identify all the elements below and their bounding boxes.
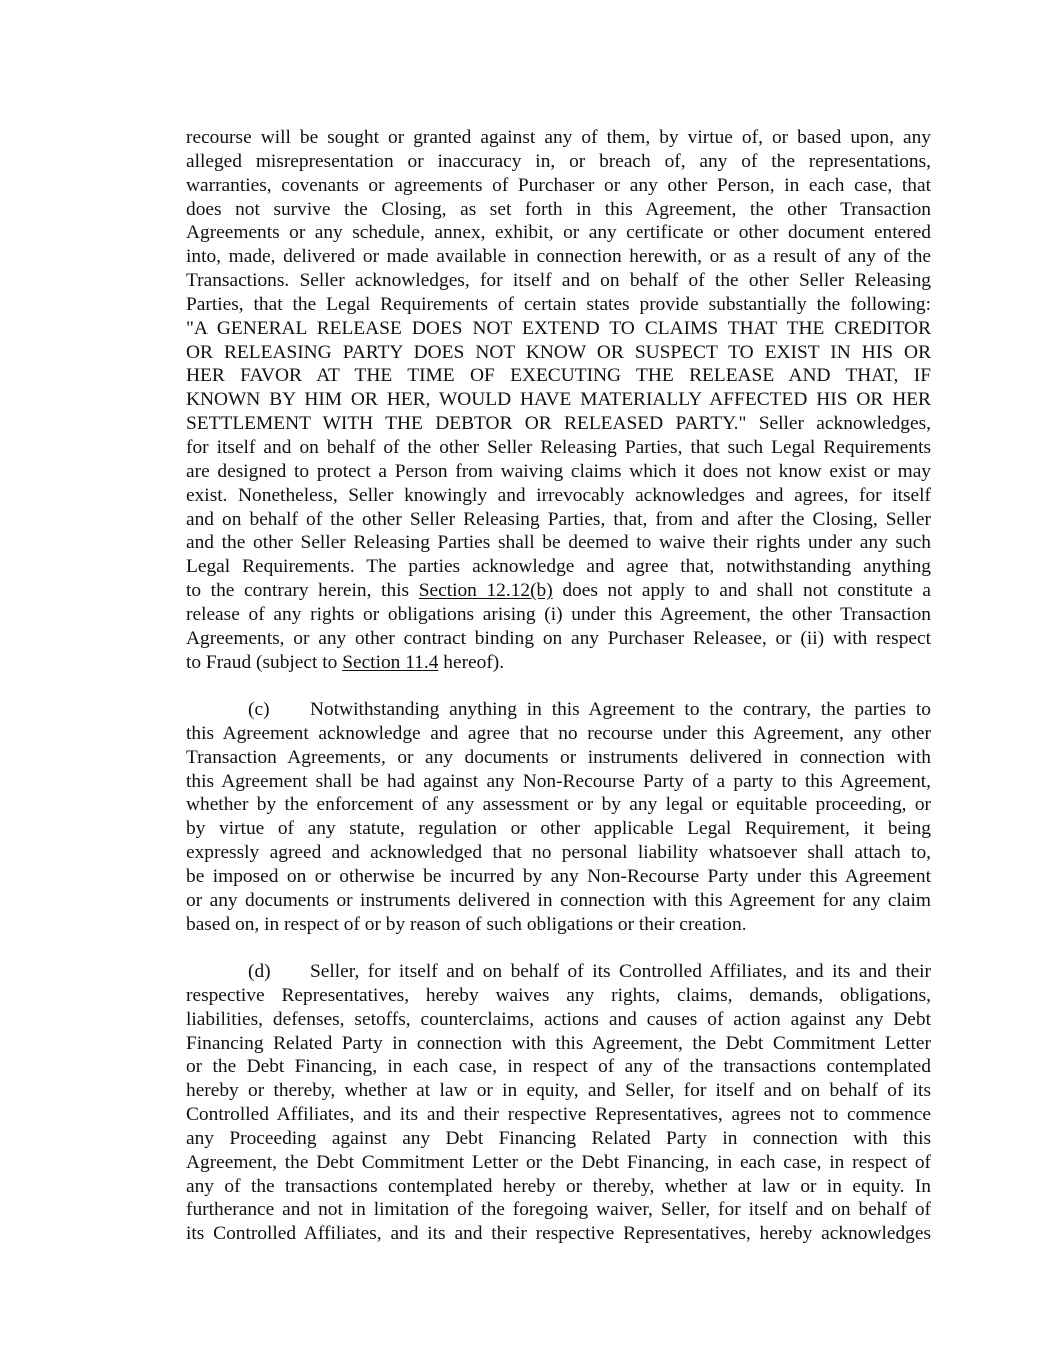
text-line: Transaction Agreements, or any documents or instruments delivered in connection with — [186, 746, 931, 768]
paragraph-spacer — [186, 936, 931, 960]
text-line: exist. Nonetheless, Seller knowingly and irrevocably acknowledges and agrees, for itself — [186, 484, 931, 506]
text-segment: Notwithstanding anything in this Agreement to the contrary, the parties to — [310, 699, 931, 720]
text-line: "A GENERAL RELEASE DOES NOT EXTEND TO CLAIMS THAT THE CREDITOR — [186, 317, 931, 339]
text-line: OR RELEASING PARTY DOES NOT KNOW OR SUSPECT TO EXIST IN HIS OR — [186, 341, 931, 363]
paragraph-b-continuation — [186, 126, 931, 674]
text-line: KNOWN BY HIM OR HER, WOULD HAVE MATERIALLY AFFECTED HIS OR HER — [186, 389, 931, 411]
text-line: its Controlled Affiliates, and its and their respective Representatives, hereby acknowledges — [186, 1223, 931, 1245]
paragraph-label-d: (d) — [248, 961, 271, 983]
section-12-12b-reference-link[interactable]: Section 12.12(b) — [418, 580, 553, 602]
text-line: Controlled Affiliates, and its and their respective Representatives, agrees not to commence — [186, 1104, 931, 1126]
text-line: Financing Related Party in connection with this Agreement, the Debt Commitment Letter — [186, 1032, 931, 1054]
text-line: does not survive the Closing, as set forth in this Agreement, the other Transaction — [186, 198, 931, 220]
text-line: and on behalf of the other Seller Releasing Parties, that, from and after the Closing, Seller — [186, 508, 931, 530]
document-page — [186, 126, 931, 1246]
section-11-4-reference-link[interactable]: Section 11.4 — [342, 651, 439, 673]
text-line: this Agreement acknowledge and agree that no recourse under this Agreement, any other — [186, 722, 931, 744]
text-segment: to the contrary herein, this — [186, 580, 419, 602]
text-line — [186, 579, 931, 603]
text-segment: to Fraud (subject to — [186, 651, 343, 673]
text-line: expressly agreed and acknowledged that no personal liability whatsoever shall attach to, — [186, 842, 931, 864]
text-line: hereby or thereby, whether at law or in equity, and Seller, for itself and on behalf of its — [186, 1080, 931, 1102]
text-line: are designed to protect a Person from waiving claims which it does not know exist or may — [186, 460, 931, 482]
text-line: Agreements or any schedule, annex, exhibit, or any certificate or other document entered — [186, 222, 931, 244]
text-line: Legal Requirements. The parties acknowledge and agree that, notwithstanding anything — [186, 556, 931, 578]
paragraph-d — [186, 960, 931, 1246]
text-line: Agreement, the Debt Commitment Letter or the Debt Financing, in each case, in respect of — [186, 1151, 931, 1173]
text-line: Transactions. Seller acknowledges, for itself and on behalf of the other Seller Releasing — [186, 270, 931, 292]
text-line: be imposed on or otherwise be incurred by any Non-Recourse Party under this Agreement — [186, 865, 931, 887]
text-line: into, made, delivered or made available in connection herewith, or as a result of any of the — [186, 246, 931, 268]
text-line — [186, 698, 931, 722]
text-line: warranties, covenants or agreements of Purchaser or any other Person, in each case, that — [186, 174, 931, 196]
paragraph-spacer — [186, 674, 931, 698]
paragraph-c — [186, 698, 931, 936]
text-line: SETTLEMENT WITH THE DEBTOR OR RELEASED PARTY." Seller acknowledges, — [186, 413, 931, 435]
text-line: liabilities, defenses, setoffs, counterclaims, actions and causes of action against any Debt — [186, 1008, 931, 1030]
text-line: and the other Seller Releasing Parties shall be deemed to waive their rights under any such — [186, 532, 931, 554]
text-line: Parties, that the Legal Requirements of certain states provide substantially the following: — [186, 293, 931, 315]
paragraph-label-c: (c) — [248, 699, 270, 720]
text-segment: Seller, for itself and on behalf of its Controlled Affiliates, and its and their — [310, 961, 931, 983]
text-line — [186, 960, 931, 984]
text-line: Agreements, or any other contract binding on any Purchaser Releasee, or (ii) with respect — [186, 627, 931, 649]
text-line: HER FAVOR AT THE TIME OF EXECUTING THE RELEASE AND THAT, IF — [186, 365, 931, 387]
text-line: release of any rights or obligations arising (i) under this Agreement, the other Transaction — [186, 603, 931, 625]
text-line: or any documents or instruments delivered in connection with this Agreement for any claim — [186, 889, 931, 911]
text-line: this Agreement shall be had against any Non-Recourse Party of a party to this Agreement, — [186, 770, 931, 792]
text-line: by virtue of any statute, regulation or other applicable Legal Requirement, it being — [186, 818, 931, 840]
text-segment: does not apply to and shall not constitute a — [552, 580, 932, 602]
text-line: respective Representatives, hereby waives any rights, claims, demands, obligations, — [186, 984, 931, 1006]
text-line: based on, in respect of or by reason of such obligations or their creation. — [186, 913, 747, 935]
text-line: or the Debt Financing, in each case, in respect of any of the transactions contemplated — [186, 1056, 931, 1078]
text-segment: hereof). — [438, 651, 505, 673]
text-line: for itself and on behalf of the other Seller Releasing Parties, that such Legal Requirements — [186, 436, 931, 458]
text-line: recourse will be sought or granted against any of them, by virtue of, or based upon, any — [186, 127, 931, 148]
text-line: any Proceeding against any Debt Financing Related Party in connection with this — [186, 1127, 931, 1149]
text-line — [186, 651, 931, 675]
text-line: any of the transactions contemplated hereby or thereby, whether at law or in equity. In — [186, 1175, 931, 1197]
text-line: alleged misrepresentation or inaccuracy in, or breach of, any of the representations, — [186, 150, 931, 172]
text-line: furtherance and not in limitation of the foregoing waiver, Seller, for itself and on behalf of — [186, 1199, 931, 1221]
text-line: whether by the enforcement of any assessment or by any legal or equitable proceeding, or — [186, 794, 931, 816]
